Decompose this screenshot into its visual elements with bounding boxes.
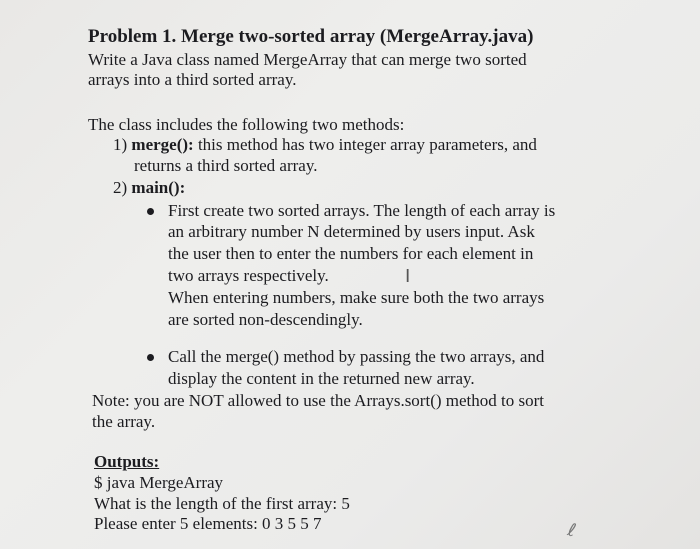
bullet-2-line-1: Call the merge() method by passing the two arrays, and	[168, 347, 545, 366]
method-1-text: this method has two integer array parameters, and	[193, 135, 537, 154]
problem-description-line-2: arrays into a third sorted array.	[88, 70, 297, 89]
bullet-1-line-4: two arrays respectively.	[168, 266, 329, 285]
output-line-2: What is the length of the first array: 5	[94, 494, 350, 513]
method-1	[113, 135, 537, 155]
bullet-1-line-1: First create two sorted arrays. The length of each array is	[168, 201, 556, 220]
note-line-2: the array.	[92, 412, 156, 431]
outputs-heading: Outputs:	[94, 452, 160, 471]
bullet-1-line-6: are sorted non-descendingly.	[168, 310, 363, 329]
bullet-dot-2	[147, 354, 154, 361]
bullet-dot-1	[147, 208, 154, 215]
bullet-2-line-2: display the content in the returned new array.	[168, 369, 475, 388]
pen-mark-icon: ℓ	[565, 519, 579, 542]
method-2-name: main():	[131, 178, 186, 197]
method-2	[113, 178, 185, 198]
methods-intro: The class includes the following two methods:	[88, 115, 405, 134]
method-1-number: 1)	[113, 135, 128, 154]
note-line-1: Note: you are NOT allowed to use the Arrays.sort() method to sort	[92, 391, 544, 410]
bullet-1-line-3: the user then to enter the numbers for each element in	[168, 244, 534, 263]
bullet-1-line-5: When entering numbers, make sure both the two arrays	[168, 288, 545, 307]
method-1-name: merge():	[131, 135, 194, 154]
problem-description-line-1: Write a Java class named MergeArray that can merge two sorted	[88, 50, 527, 69]
output-line-1: $ java MergeArray	[94, 473, 224, 492]
output-line-3: Please enter 5 elements: 0 3 5 5 7	[94, 514, 322, 533]
method-2-number: 2)	[113, 178, 128, 197]
problem-title: Problem 1. Merge two-sorted array (MergeArray.java)	[88, 26, 534, 47]
method-1-continuation: returns a third sorted array.	[134, 156, 318, 175]
text-cursor-icon: I	[405, 266, 411, 287]
bullet-1-line-2: an arbitrary number N determined by users input. Ask	[168, 222, 535, 241]
